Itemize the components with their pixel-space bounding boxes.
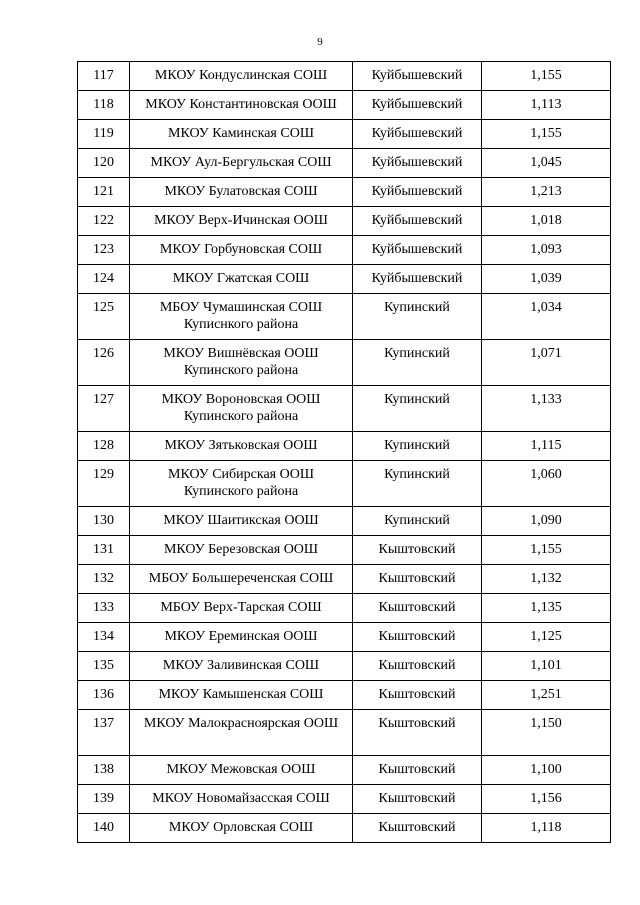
table-row	[78, 756, 611, 785]
district-name: Кыштовский	[353, 623, 482, 652]
school-name: МКОУ Межовская ООШ	[130, 756, 353, 785]
district-name: Куйбышевский	[353, 62, 482, 91]
district-name: Куйбышевский	[353, 178, 482, 207]
district-name: Кыштовский	[353, 681, 482, 710]
row-number: 138	[78, 756, 130, 785]
school-name: МКОУ Кондуслинская СОШ	[130, 62, 353, 91]
district-name: Кыштовский	[353, 814, 482, 843]
district-name: Кыштовский	[353, 652, 482, 681]
district-name: Купинский	[353, 386, 482, 432]
school-name: МКОУ Заливинская СОШ	[130, 652, 353, 681]
district-name: Купинский	[353, 340, 482, 386]
school-name: МКОУ Орловская СОШ	[130, 814, 353, 843]
school-name: МКОУ Березовская ООШ	[130, 536, 353, 565]
school-name: МКОУ Каминская СОШ	[130, 120, 353, 149]
row-number: 140	[78, 814, 130, 843]
district-name: Купинский	[353, 294, 482, 340]
school-name: МКОУ Малокрасноярская ООШ	[130, 710, 353, 756]
page-number: 9	[317, 36, 323, 48]
coefficient-value: 1,213	[482, 178, 611, 207]
table-row	[78, 814, 611, 843]
table-row	[78, 710, 611, 756]
row-number: 118	[78, 91, 130, 120]
coefficient-value: 1,155	[482, 120, 611, 149]
row-number: 136	[78, 681, 130, 710]
coefficient-value: 1,100	[482, 756, 611, 785]
table-row	[78, 507, 611, 536]
district-name: Куйбышевский	[353, 265, 482, 294]
school-name: МКОУ Сибирская ООШ Купинского района	[130, 461, 353, 507]
table-row	[78, 120, 611, 149]
table-row	[78, 62, 611, 91]
coefficient-value: 1,115	[482, 432, 611, 461]
row-number: 124	[78, 265, 130, 294]
table-row	[78, 565, 611, 594]
row-number: 117	[78, 62, 130, 91]
table-row	[78, 265, 611, 294]
table-row	[78, 207, 611, 236]
coefficient-value: 1,071	[482, 340, 611, 386]
row-number: 134	[78, 623, 130, 652]
table-row	[78, 340, 611, 386]
table-row	[78, 652, 611, 681]
school-name: МКОУ Вороновская ООШ Купинского района	[130, 386, 353, 432]
coefficient-value: 1,113	[482, 91, 611, 120]
row-number: 139	[78, 785, 130, 814]
table-row	[78, 594, 611, 623]
school-name: МКОУ Аул-Бергульская СОШ	[130, 149, 353, 178]
school-name: МКОУ Зятьковская ООШ	[130, 432, 353, 461]
school-name: МКОУ Камышенская СОШ	[130, 681, 353, 710]
row-number: 119	[78, 120, 130, 149]
coefficient-value: 1,156	[482, 785, 611, 814]
district-name: Купинский	[353, 432, 482, 461]
table-body	[78, 62, 611, 843]
row-number: 130	[78, 507, 130, 536]
coefficient-value: 1,034	[482, 294, 611, 340]
coefficient-value: 1,045	[482, 149, 611, 178]
school-name: МКОУ Булатовская СОШ	[130, 178, 353, 207]
table-row	[78, 386, 611, 432]
table-row	[78, 623, 611, 652]
school-name: МКОУ Константиновская ООШ	[130, 91, 353, 120]
district-name: Кыштовский	[353, 756, 482, 785]
district-name: Кыштовский	[353, 594, 482, 623]
row-number: 131	[78, 536, 130, 565]
coefficient-value: 1,039	[482, 265, 611, 294]
row-number: 120	[78, 149, 130, 178]
row-number: 128	[78, 432, 130, 461]
school-name: МКОУ Горбуновская СОШ	[130, 236, 353, 265]
district-name: Кыштовский	[353, 710, 482, 756]
district-name: Куйбышевский	[353, 207, 482, 236]
table-row	[78, 149, 611, 178]
coefficient-value: 1,018	[482, 207, 611, 236]
coefficient-value: 1,155	[482, 62, 611, 91]
district-name: Купинский	[353, 461, 482, 507]
school-name: МКОУ Ереминская ООШ	[130, 623, 353, 652]
school-name: МКОУ Верх-Ичинская ООШ	[130, 207, 353, 236]
row-number: 123	[78, 236, 130, 265]
table-row	[78, 536, 611, 565]
district-name: Кыштовский	[353, 785, 482, 814]
district-name: Куйбышевский	[353, 236, 482, 265]
coefficient-value: 1,090	[482, 507, 611, 536]
table-row	[78, 178, 611, 207]
table-row	[78, 681, 611, 710]
school-name: МБОУ Большереченская СОШ	[130, 565, 353, 594]
school-name: МКОУ Гжатская СОШ	[130, 265, 353, 294]
district-name: Кыштовский	[353, 565, 482, 594]
school-name: МБОУ Чумашинская СОШ Куписнкого района	[130, 294, 353, 340]
school-name: МКОУ Шаитикская ООШ	[130, 507, 353, 536]
row-number: 133	[78, 594, 130, 623]
table-row	[78, 91, 611, 120]
row-number: 122	[78, 207, 130, 236]
coefficient-value: 1,135	[482, 594, 611, 623]
coefficient-value: 1,150	[482, 710, 611, 756]
coefficient-value: 1,251	[482, 681, 611, 710]
table-row	[78, 785, 611, 814]
school-name: МКОУ Новомайзасская СОШ	[130, 785, 353, 814]
row-number: 135	[78, 652, 130, 681]
table-row	[78, 294, 611, 340]
coefficient-value: 1,133	[482, 386, 611, 432]
school-coefficient-table	[77, 61, 611, 843]
district-name: Купинский	[353, 507, 482, 536]
row-number: 127	[78, 386, 130, 432]
coefficient-value: 1,101	[482, 652, 611, 681]
district-name: Куйбышевский	[353, 149, 482, 178]
district-name: Куйбышевский	[353, 120, 482, 149]
school-name: МБОУ Верх-Тарская СОШ	[130, 594, 353, 623]
district-name: Куйбышевский	[353, 91, 482, 120]
coefficient-value: 1,093	[482, 236, 611, 265]
table-row	[78, 432, 611, 461]
row-number: 121	[78, 178, 130, 207]
table-row	[78, 236, 611, 265]
row-number: 129	[78, 461, 130, 507]
coefficient-value: 1,060	[482, 461, 611, 507]
row-number: 132	[78, 565, 130, 594]
row-number: 125	[78, 294, 130, 340]
row-number: 126	[78, 340, 130, 386]
coefficient-value: 1,118	[482, 814, 611, 843]
coefficient-value: 1,155	[482, 536, 611, 565]
coefficient-value: 1,132	[482, 565, 611, 594]
school-name: МКОУ Вишнёвская ООШ Купинского района	[130, 340, 353, 386]
table-row	[78, 461, 611, 507]
district-name: Кыштовский	[353, 536, 482, 565]
coefficient-value: 1,125	[482, 623, 611, 652]
row-number: 137	[78, 710, 130, 756]
